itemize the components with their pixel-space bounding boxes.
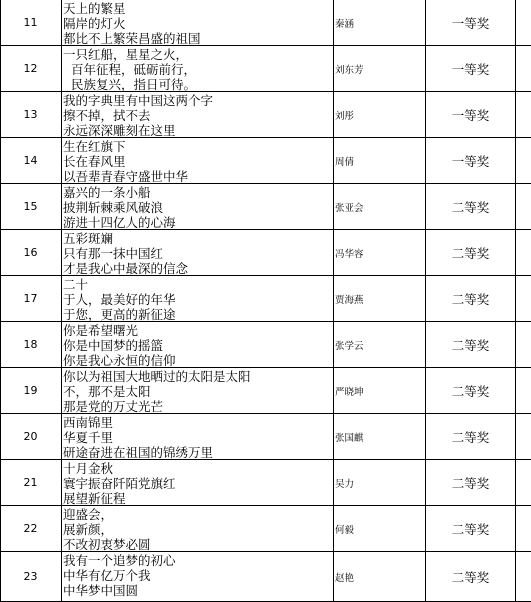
poem-line: 于人，最美好的年华 [63, 292, 176, 307]
author-cell[interactable]: 张亚会 [335, 202, 364, 214]
poem-line: 生在红旗下 [63, 139, 126, 154]
poem-line: 那是党的万丈光芒 [63, 399, 164, 413]
poem-cell[interactable] [63, 46, 330, 91]
prize-cell[interactable]: 二等奖 [451, 245, 490, 261]
row-number[interactable]: 13 [23, 108, 38, 121]
row-number[interactable]: 21 [23, 476, 38, 489]
poem-line: 天上的繁星 [63, 1, 126, 16]
poem-line: 迎盛会， [63, 507, 114, 522]
row-number[interactable]: 15 [23, 200, 38, 213]
poem-line: 五彩斑斓 [63, 231, 114, 246]
author-cell[interactable]: 冯华容 [335, 248, 364, 260]
prize-cell[interactable]: 一等奖 [451, 61, 490, 77]
author-cell[interactable]: 秦涵 [335, 18, 355, 30]
author-cell[interactable]: 赵艳 [335, 572, 355, 584]
poem-line: 我的字典里有中国这两个字 [63, 93, 214, 108]
poem-line: 于您，更高的新征途 [63, 307, 176, 321]
prize-cell[interactable]: 二等奖 [451, 429, 490, 445]
table-row [0, 46, 531, 92]
prize-cell[interactable]: 二等奖 [451, 569, 490, 585]
row-number[interactable]: 17 [23, 292, 38, 305]
poem-line: 才是我心中最深的信念 [63, 261, 189, 275]
author-cell[interactable]: 贾海燕 [335, 294, 364, 306]
poem-line: 一只红船，星星之火， [63, 47, 189, 62]
poem-line: 华夏千里 [63, 430, 114, 445]
poem-line: 长在春风里 [63, 154, 126, 169]
author-cell[interactable]: 何毅 [335, 524, 355, 536]
author-cell[interactable]: 张国麒 [335, 432, 364, 444]
row-number[interactable]: 19 [23, 384, 38, 397]
prize-cell[interactable]: 二等奖 [451, 337, 490, 353]
prize-cell[interactable]: 二等奖 [451, 521, 490, 537]
poem-line: 你以为祖国大地晒过的太阳是太阳 [63, 369, 251, 384]
table-row [0, 276, 531, 322]
prize-cell[interactable]: 二等奖 [451, 291, 490, 307]
poem-line: 西南锦里 [63, 415, 114, 430]
poem-cell[interactable] [63, 506, 330, 551]
poem-line: 寰宇振奋阡陌党旗红 [63, 476, 176, 491]
prize-cell[interactable]: 一等奖 [451, 153, 490, 169]
table-row [0, 322, 531, 368]
poem-line: 研途奋进在祖国的锦绣万里 [63, 445, 214, 459]
poem-line: 展新颜， [63, 522, 114, 537]
row-number[interactable]: 16 [23, 246, 38, 259]
prize-cell[interactable]: 一等奖 [451, 107, 490, 123]
poem-line: 民族复兴，指日可待。 [63, 77, 196, 91]
prize-cell[interactable]: 二等奖 [451, 383, 490, 399]
table-row [0, 0, 531, 46]
poem-cell[interactable] [63, 552, 330, 601]
row-number[interactable]: 11 [23, 16, 38, 29]
poem-cell[interactable] [63, 138, 330, 183]
table-row [0, 368, 531, 414]
row-number[interactable]: 12 [23, 62, 38, 75]
poem-cell[interactable] [63, 460, 330, 505]
prize-cell[interactable]: 一等奖 [451, 15, 490, 31]
prize-cell[interactable]: 二等奖 [451, 199, 490, 215]
author-cell[interactable]: 周倩 [335, 156, 355, 168]
poem-line: 你是希望曙光 [63, 323, 139, 338]
poem-line: 你是我心永恒的信仰 [63, 353, 176, 367]
poem-line: 不改初衷梦必圆 [63, 537, 151, 551]
poem-cell[interactable] [63, 230, 330, 275]
author-cell[interactable]: 刘彤 [335, 110, 355, 122]
poem-cell[interactable] [63, 322, 330, 367]
author-cell[interactable]: 严晓坤 [335, 386, 364, 398]
author-cell[interactable]: 刘东芳 [335, 64, 364, 76]
poem-line: 展望新征程 [63, 491, 126, 505]
table-row [0, 184, 531, 230]
poem-line: 擦不掉，拭不去 [63, 108, 151, 123]
poem-line: 隔岸的灯火 [63, 16, 126, 31]
table-row [0, 230, 531, 276]
table-row [0, 414, 531, 460]
poem-line: 百年征程，砥砺前行， [63, 62, 196, 77]
poem-cell[interactable] [63, 184, 330, 229]
poem-line: 都比不上繁荣昌盛的祖国 [63, 31, 201, 45]
poem-cell[interactable] [63, 368, 330, 413]
poem-line: 你是中国梦的摇篮 [63, 338, 164, 353]
poem-line: 游进十四亿人的心海 [63, 215, 176, 229]
poem-line: 十月金秋 [63, 461, 114, 476]
row-number[interactable]: 23 [23, 570, 38, 583]
poem-cell[interactable] [63, 414, 330, 459]
poem-line: 中华梦中国圆 [63, 583, 139, 598]
poem-line: 中华有亿万个我 [63, 568, 151, 583]
poem-line: 我有一个追梦的初心 [63, 553, 176, 568]
row-number[interactable]: 22 [23, 522, 38, 535]
table-row [0, 138, 531, 184]
poem-line: 二十 [63, 277, 89, 292]
row-number[interactable]: 18 [23, 338, 38, 351]
row-number[interactable]: 20 [23, 430, 38, 443]
author-cell[interactable]: 张学云 [335, 340, 364, 352]
poem-cell[interactable] [63, 92, 330, 137]
table-row [0, 92, 531, 138]
poem-line: 披荆斩棘乘风破浪 [63, 200, 164, 215]
poem-line: 只有那一抹中国红 [63, 246, 164, 261]
poem-line: 嘉兴的一条小船 [63, 185, 151, 200]
author-cell[interactable]: 吴力 [335, 478, 355, 490]
table-row [0, 506, 531, 552]
table-row [0, 552, 531, 602]
poem-line: 永远深深雕刻在这里 [63, 123, 176, 137]
prize-cell[interactable]: 二等奖 [451, 475, 490, 491]
poem-line: 以吾辈青春守盛世中华 [63, 169, 189, 183]
poem-cell[interactable] [63, 0, 330, 45]
poem-cell[interactable] [63, 276, 330, 321]
row-number[interactable]: 14 [23, 154, 38, 167]
poem-line: 不，那不是太阳 [63, 384, 151, 399]
table-row [0, 460, 531, 506]
